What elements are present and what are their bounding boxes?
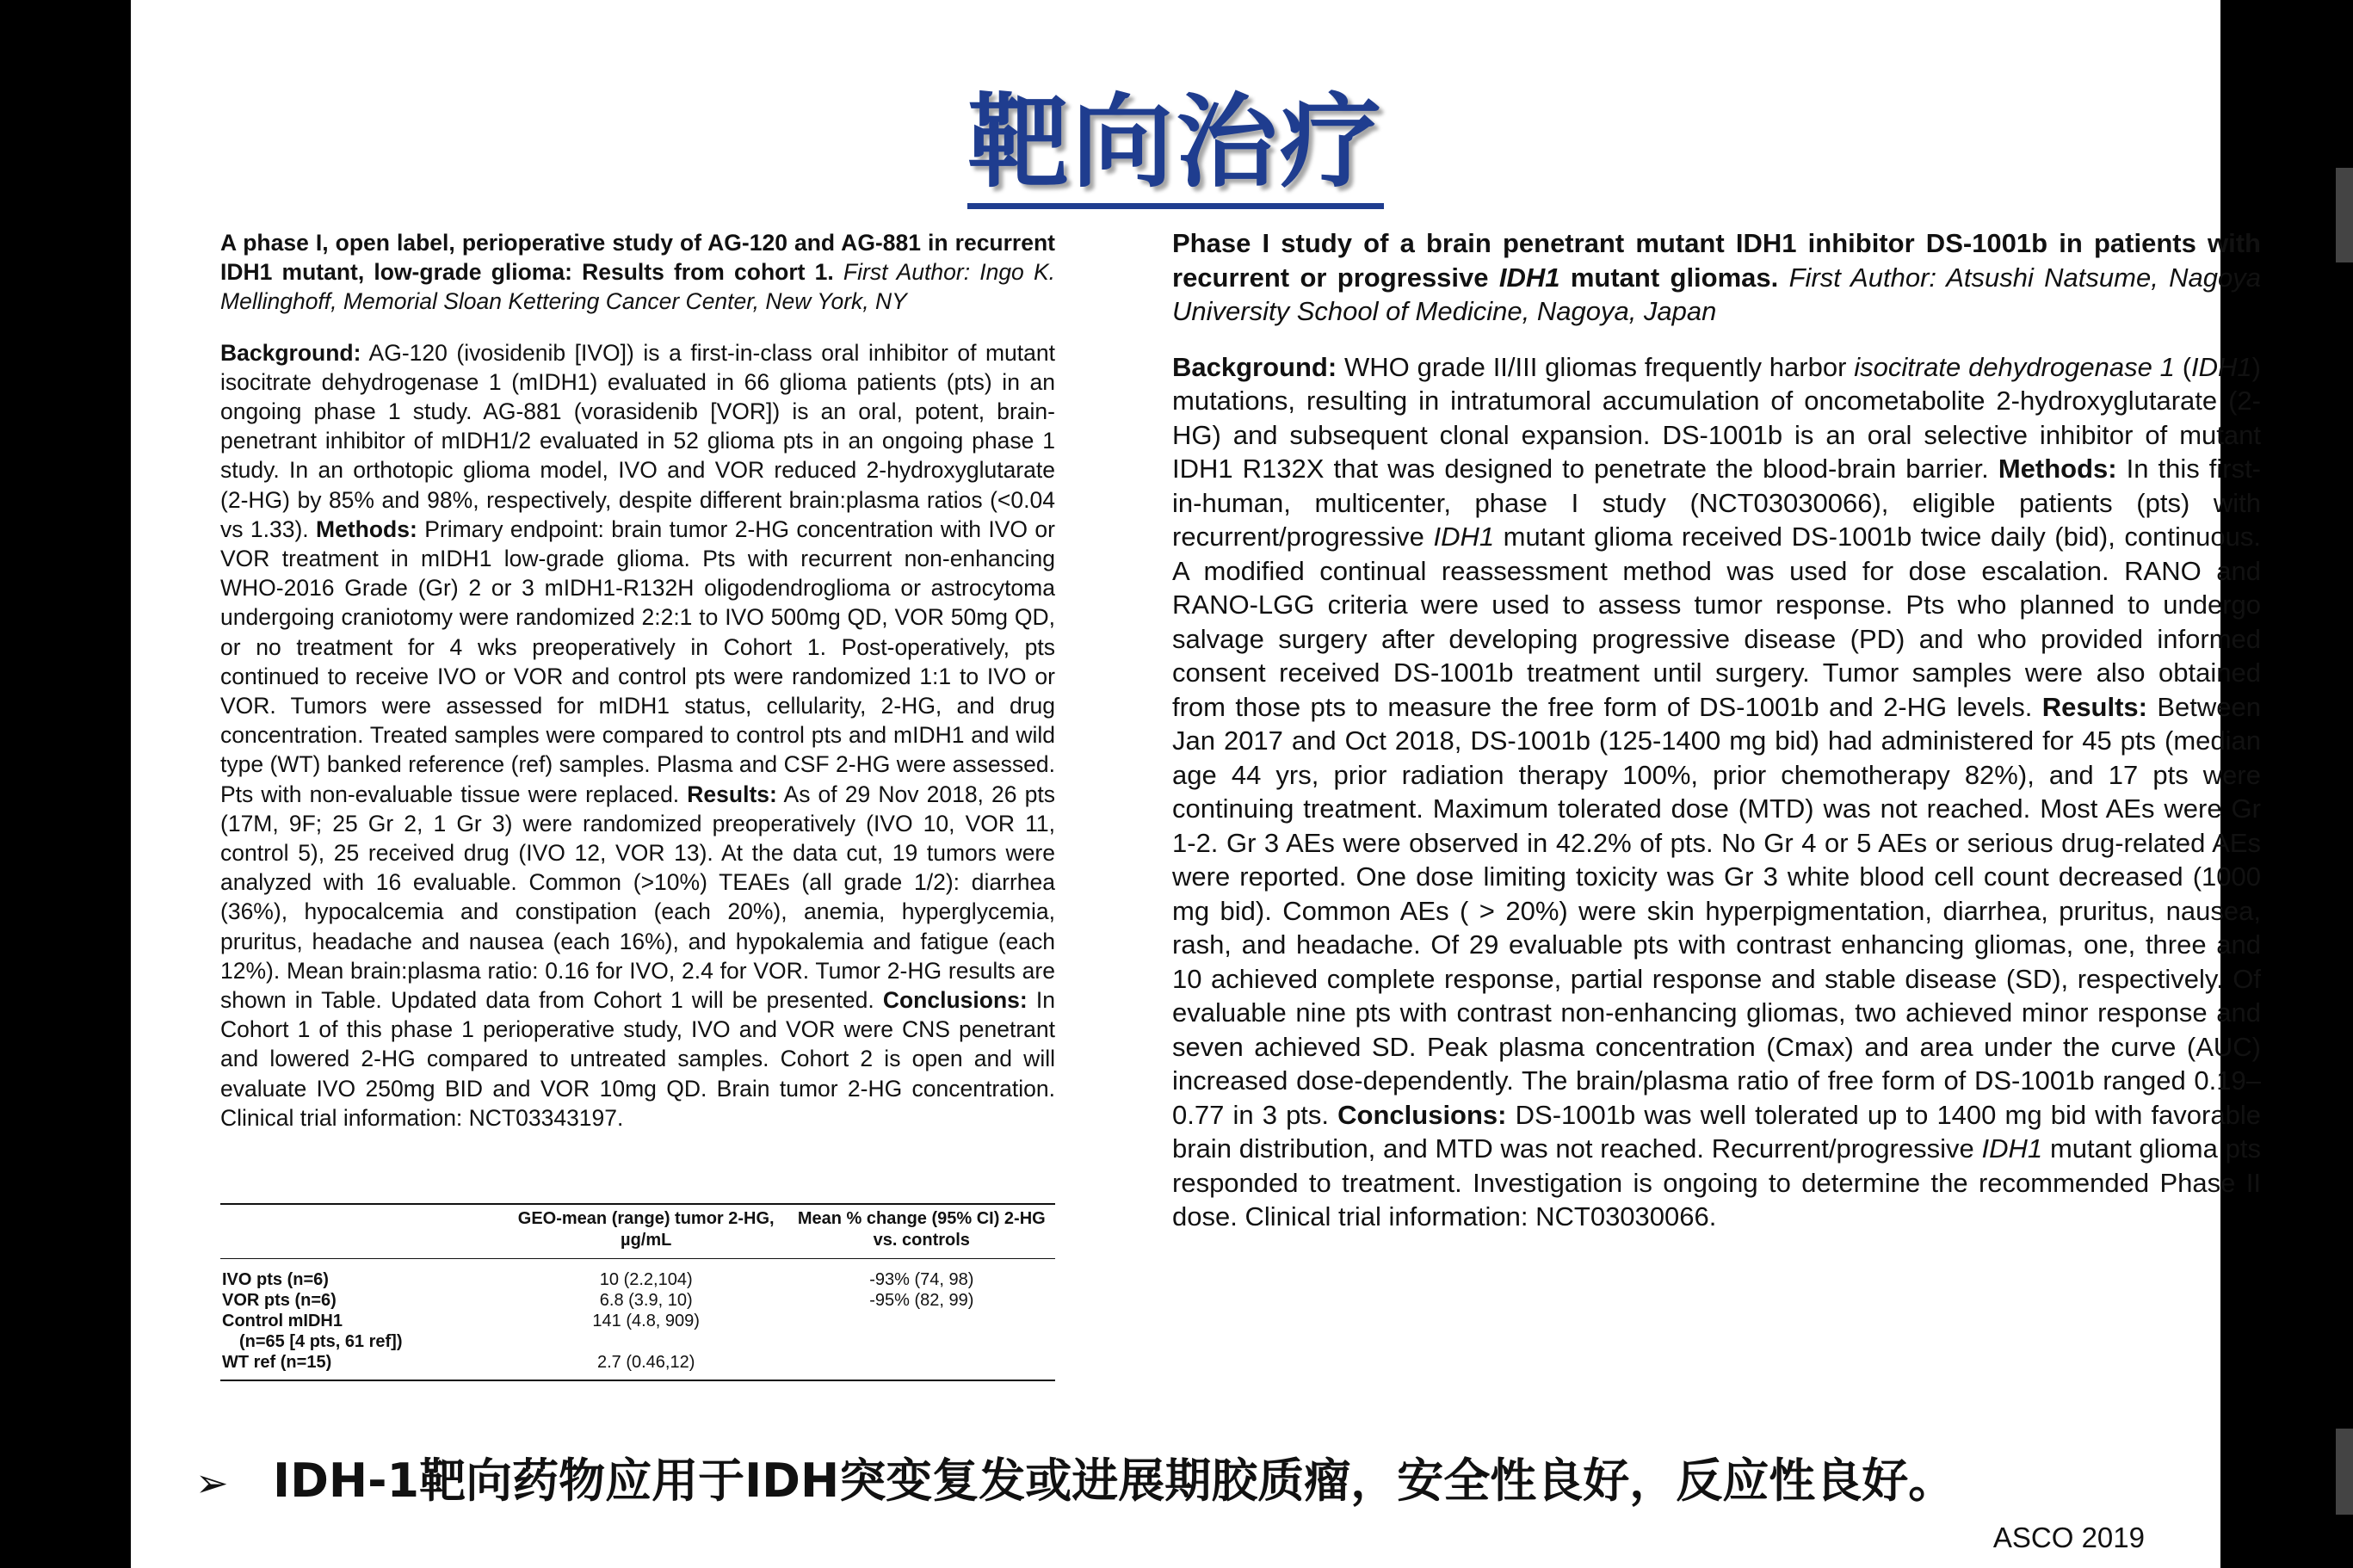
right-conclusions-text: mutant glioma pts responded to treatment. Investigation is ongoing to determine the recommended Phase II dose. Clinical trial information: NCT03030066.: [1172, 1133, 2261, 1232]
table-header-cell: Mean % change (95% CI) 2-HG vs. controls: [788, 1204, 1055, 1259]
right-edge-control[interactable]: [2336, 1429, 2353, 1515]
right-methods-gene: IDH1: [1433, 522, 1495, 552]
right-results-label: Results:: [2041, 691, 2147, 722]
right-background-gene: isocitrate dehydrogenase 1: [1854, 351, 2175, 382]
right-methods-text: In this first-in-human, multicenter, phase I study (NCT03030066), eligible patients (pts) with recurrent/progressive: [1172, 454, 2261, 552]
right-abstract: [1172, 226, 2261, 1234]
right-abstract-author: First Author: Atsushi Natsume, Nagoya University School of Medicine, Nagoya, Japan: [1172, 262, 2262, 326]
table-cell-geo: [504, 1331, 788, 1352]
right-background-text: (: [2182, 351, 2192, 382]
right-title-part: mutant gliomas.: [1570, 262, 1779, 293]
left-results-text: As of 29 Nov 2018, 26 pts (17M, 9F; 25 Gr 2, 1 Gr 3) were randomized preoperatively (IVO 10, VOR 11, control 5), 25 received drug (IVO 12, VOR 13). At the data cut, 19 tumors were analyzed with 16 evaluable. Common (>10%) TEAEs (all grade 1/2): diarrhea (36%), hypocalcemia and constipation (each 20%), anemia, hyperglycemia, pruritus, headache and nausea (each 16%), and hypokalemia and fatigue (each 12%). Mean brain:plasma ratio: 0.16 for IVO, 2.4 for VOR. Tumor 2-HG results are shown in Table. Updated data from Cohort 1 will be presented.: [220, 781, 1055, 1014]
table-row: [220, 1311, 1055, 1331]
slide-title-text: 靶向治疗: [967, 83, 1384, 209]
right-results-text: Between Jan 2017 and Oct 2018, DS-1001b (125-1400 mg bid) had administered for 45 pts (median age 44 yrs, prior radiation therapy 100%, prior chemotherapy 82%), and 17 pts were continuing treatment. Maximum tolerated dose (MTD) was not reached. Most AEs were Gr 1-2. Gr 3 AEs were observed in 42.2% of pts. No Gr 4 or 5 AEs or serious drug-related AEs were reported. One dose limiting toxicity was Gr 3 white blood cell count decreased (1000 mg bid). Common AEs ( > 20%) were skin hyperpigmentation, diarrhea, pruritus, nausea, rash, and headache. Of 29 evaluable pts with contrast enhancing gliomas, one, three and 10 achieved complete response, partial response and stable disease (SD), respectively. Of evaluable nine pts with contrast non-enhancing gliomas, two achieved minor response and seven achieved SD. Peak plasma concentration (Cmax) and area under the curve (AUC) increased dose-dependently. The brain/plasma ratio of free form of DS-1001b ranged 0.19–0.77 in 3 pts.: [1172, 691, 2261, 1130]
right-conclusions-gene: IDH1: [1981, 1133, 2043, 1164]
right-methods-label: Methods:: [1998, 454, 2117, 484]
left-abstract-author: First Author: Ingo K. Mellinghoff, Memorial Sloan Kettering Cancer Center, New York, NY: [220, 259, 1055, 315]
table-cell-change: -93% (74, 98): [869, 1270, 974, 1289]
left-background-text: AG-120 (ivosidenib [IVO]) is a first-in-class oral inhibitor of mutant isocitrate dehydrogenase 1 (mIDH1) evaluated in 66 glioma patients (pts) in an ongoing phase 1 study. AG-881 (vorasidenib [VOR]) is an oral, potent, brain-penetrant inhibitor of mIDH1/2 evaluated in 52 glioma pts in an ongoing phase 1 study. In an orthotopic glioma model, IVO and VOR reduced 2-hydroxyglutarate (2-HG) by 85% and 98%, respectively, despite different brain:plasma ratios (<0.04 vs 1.33).: [220, 339, 1055, 542]
table-row: [220, 1290, 1055, 1311]
table-cell-change: [788, 1352, 1055, 1380]
right-abstract-heading: [1172, 226, 2261, 329]
right-title-gene: IDH1: [1498, 262, 1560, 293]
table-row: [220, 1259, 1055, 1291]
table-row-label: IVO pts (n=6): [222, 1270, 329, 1289]
right-edge-control[interactable]: [2336, 168, 2353, 262]
table-cell-geo: 6.8 (3.9, 10): [599, 1291, 693, 1310]
summary-bullet-text: IDH-1靶向药物应用于IDH突变复发或进展期胶质瘤，安全性良好，反应性良好。: [273, 1454, 1955, 1508]
results-table: [220, 1203, 1055, 1381]
left-abstract-body: [220, 338, 1055, 1133]
table-header-cell: GEO-mean (range) tumor 2-HG, µg/mL: [504, 1204, 788, 1259]
table-cell-change: [788, 1331, 1055, 1352]
left-conclusions-label: Conclusions:: [882, 987, 1028, 1014]
left-abstract-title: A phase I, open label, perioperative study of AG-120 and AG-881 in recurrent IDH1 mutant, low-grade glioma: Results from cohort 1.: [220, 230, 1055, 286]
table-cell-geo: 141 (4.8, 909): [592, 1312, 700, 1330]
left-abstract-heading: [220, 228, 1055, 317]
table-cell-change: [788, 1311, 1055, 1331]
left-methods-text: Primary endpoint: brain tumor 2-HG concentration with IVO or VOR treatment in mIDH1 low-grade glioma. Pts with recurrent non-enhancing WHO-2016 Grade (Gr) 2 or 3 mIDH1-R132H oligodendroglioma or astrocytoma undergoing craniotomy were randomized 2:2:1 to IVO 500mg QD, VOR 50mg QD, or no treatment for 4 wks preoperatively in Cohort 1. Post-operatively, pts continued to receive IVO or VOR and control pts were randomized 1:1 to IVO or VOR. Tumors were assessed for mIDH1 status, cellularity, 2-HG, and drug concentration. Treated samples were compared to control pts and mIDH1 and wild type (WT) banked reference (ref) samples. Plasma and CSF 2-HG were assessed. Pts with non-evaluable tissue were replaced.: [220, 515, 1055, 807]
right-conclusions-text: DS-1001b was well tolerated up to 1400 mg bid with favorable brain distribution, and MTD was not reached. Recurrent/progressive: [1172, 1099, 2261, 1164]
slide: [131, 0, 2262, 1568]
right-background-text: ) mutations, resulting in intratumoral accumulation of oncometabolite 2-hydroxyglutarate (2-HG) and subsequent clonal expansion. DS-1001b is an oral selective inhibitor of mutant IDH1 R132X that was designed to penetrate the blood-brain barrier.: [1172, 351, 2261, 484]
table-row-label: Control mIDH1: [222, 1312, 343, 1330]
table-header-cell: [220, 1204, 504, 1259]
table-cell-geo: 10 (2.2,104): [599, 1270, 693, 1289]
table-row-label: WT ref (n=15): [220, 1352, 504, 1380]
right-title-part: Phase I study of a brain penetrant mutant IDH1 inhibitor DS-1001b in patients with recurrent or progressive: [1172, 228, 2261, 293]
results-table-header: [220, 1204, 1055, 1259]
left-results-label: Results:: [687, 781, 777, 807]
right-background-text: WHO grade II/III gliomas frequently harbor: [1344, 351, 1847, 382]
source-label: ASCO 2019: [1992, 1522, 2145, 1553]
right-methods-text: mutant glioma received DS-1001b twice daily (bid), continuous. A modified continual reassessment method was used for dose escalation. RANO and RANO-LGG criteria were used to assess tumor response. Pts who planned to undergo salvage surgery after developing progressive disease (PD) and who provided informed consent received DS-1001b treatment until surgery. Tumor samples were also obtained from those pts to measure the free form of DS-1001b and 2-HG levels.: [1172, 522, 2261, 722]
left-methods-label: Methods:: [316, 515, 417, 542]
arrow-bullet-icon: ➢: [195, 1460, 229, 1506]
table-row-label: (n=65 [4 pts, 61 ref]): [239, 1332, 403, 1351]
right-background-label: Background:: [1172, 351, 1337, 382]
summary-bullet: [195, 1444, 2175, 1510]
right-background-gene: IDH1: [2191, 351, 2252, 382]
table-row: [220, 1352, 1055, 1380]
slide-title: [131, 60, 2220, 207]
table-cell-change: -95% (82, 99): [869, 1291, 974, 1310]
table-row: [220, 1331, 1055, 1352]
table-cell-geo: 2.7 (0.46,12): [504, 1352, 788, 1380]
left-conclusions-text: In Cohort 1 of this phase 1 perioperative study, IVO and VOR were CNS penetrant and lowered 2-HG compared to untreated samples. Cohort 2 is open and will evaluate IVO 250mg BID and VOR 10mg QD. Brain tumor 2-HG concentration. Clinical trial information: NCT03343197.: [220, 987, 1055, 1131]
left-background-label: Background:: [220, 339, 361, 366]
right-abstract-body: [1172, 350, 2261, 1234]
right-conclusions-label: Conclusions:: [1337, 1099, 1507, 1130]
table-row-label: VOR pts (n=6): [222, 1291, 337, 1310]
left-abstract: [220, 228, 1055, 1133]
